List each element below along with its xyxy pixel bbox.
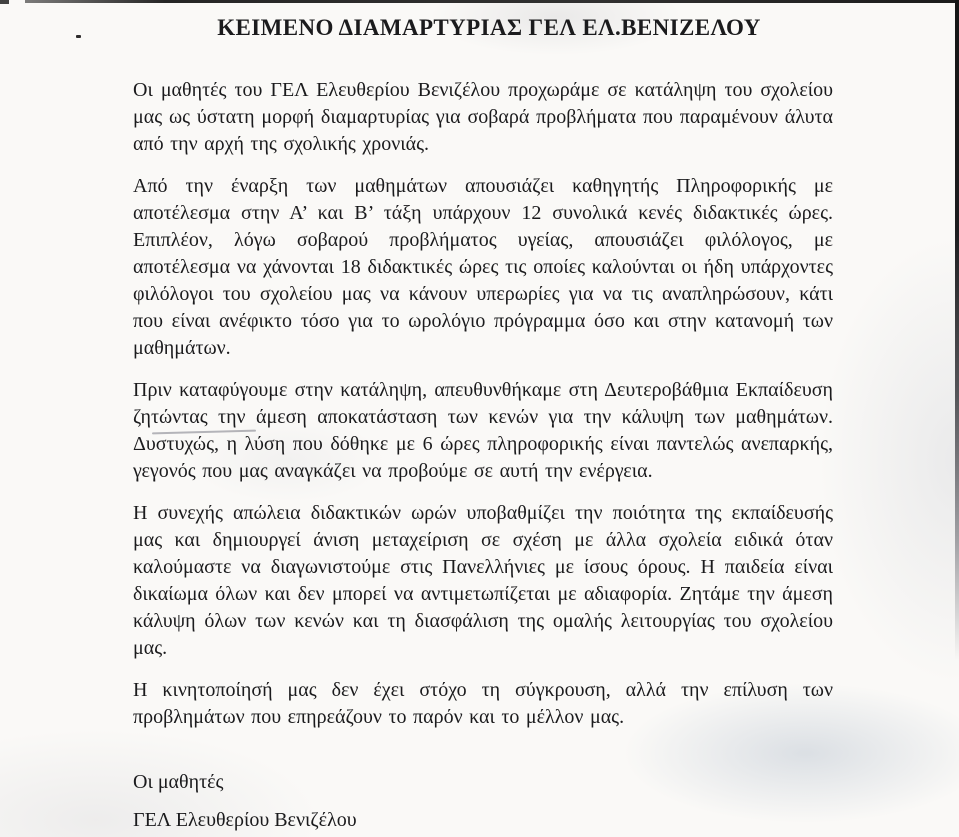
- signature-students: Οι μαθητές: [133, 771, 224, 793]
- paragraph-education-quality: Η συνεχής απώλεια διδακτικών ωρών υποβαθμίζει την ποιότητα της εκπαίδευσής μας και δημιουργεί άνιση μεταχείριση σε σχέση με άλλα σχολεία ειδικά όταν καλούμαστε να διαγωνιστούμε στις Πανελλήνιες με ίσους όρους. Η παιδεία είναι δικαίωμα όλων και δεν μπορεί να αντιμετωπίζεται με αδιαφορία. Ζητάμε την άμεση κάλυψη όλων των κενών και τη διασφάλιση της ομαλής λειτουργίας του σχολείου μας.: [133, 502, 833, 659]
- paragraph-missing-teachers: Από την έναρξη των μαθημάτων απουσιάζει καθηγητής Πληροφορικής με αποτέλεσμα στην Α’ και Β’ τάξη υπάρχουν 12 συνολικά κενές διδακτικές ώρες. Επιπλέον, λόγω σοβαρού προβλήματος υγείας, απουσιάζει φιλόλογος, με αποτέλεσμα να χάνονται 18 διδακτικές ώρες τις οποίες καλούνται οι ήδη υπάρχοντες φιλόλογοι του σχολείου μας να κάνουν υπερωρίες για να τις αναπληρώσουν, κάτι που είναι ανέφικτο τόσο για το ωρολόγιο πρόγραμμα όσο και στην κατανομή των μαθημάτων.: [133, 175, 833, 359]
- paragraph-goal-statement: Η κινητοποίησή μας δεν έχει στόχο τη σύγκρουση, αλλά την επίλυση των προβλημάτων που επηρεάζουν το παρόν και το μέλλον μας.: [133, 679, 833, 728]
- paragraph-prior-appeal: Πριν καταφύγουμε στην κατάληψη, απευθυνθήκαμε στη Δευτεροβάθμια Εκπαίδευση ζητώντας την άμεση αποκατάσταση των κενών για την κάλυψη των μαθημάτων. Δυστυχώς, η λύση που δόθηκε με 6 ώρες πληροφορικής είναι παντελώς ανεπαρκής, γεγονός που μας αναγκάζει να προβούμε σε αυτή την ενέργεια.: [133, 379, 833, 482]
- document-title: ΚΕΙΜΕΝΟ ΔΙΑΜΑΡΤΥΡΙΑΣ ΓΕΛ ΕΛ.ΒΕΝΙΖΕΛΟΥ: [217, 15, 761, 40]
- signature-school: ΓΕΛ Ελευθερίου Βενιζέλου: [133, 809, 357, 831]
- signature-block: [133, 769, 833, 833]
- paragraph-intro-occupation: Οι μαθητές του ΓΕΛ Ελευθερίου Βενιζέλου προχωράμε σε κατάληψη του σχολείου μας ως ύστατη μορφή διαμαρτυρίας για σοβαρά προβλήματα που παραμένουν άλυτα από την αρχή της σχολικής χρονιάς.: [133, 79, 833, 155]
